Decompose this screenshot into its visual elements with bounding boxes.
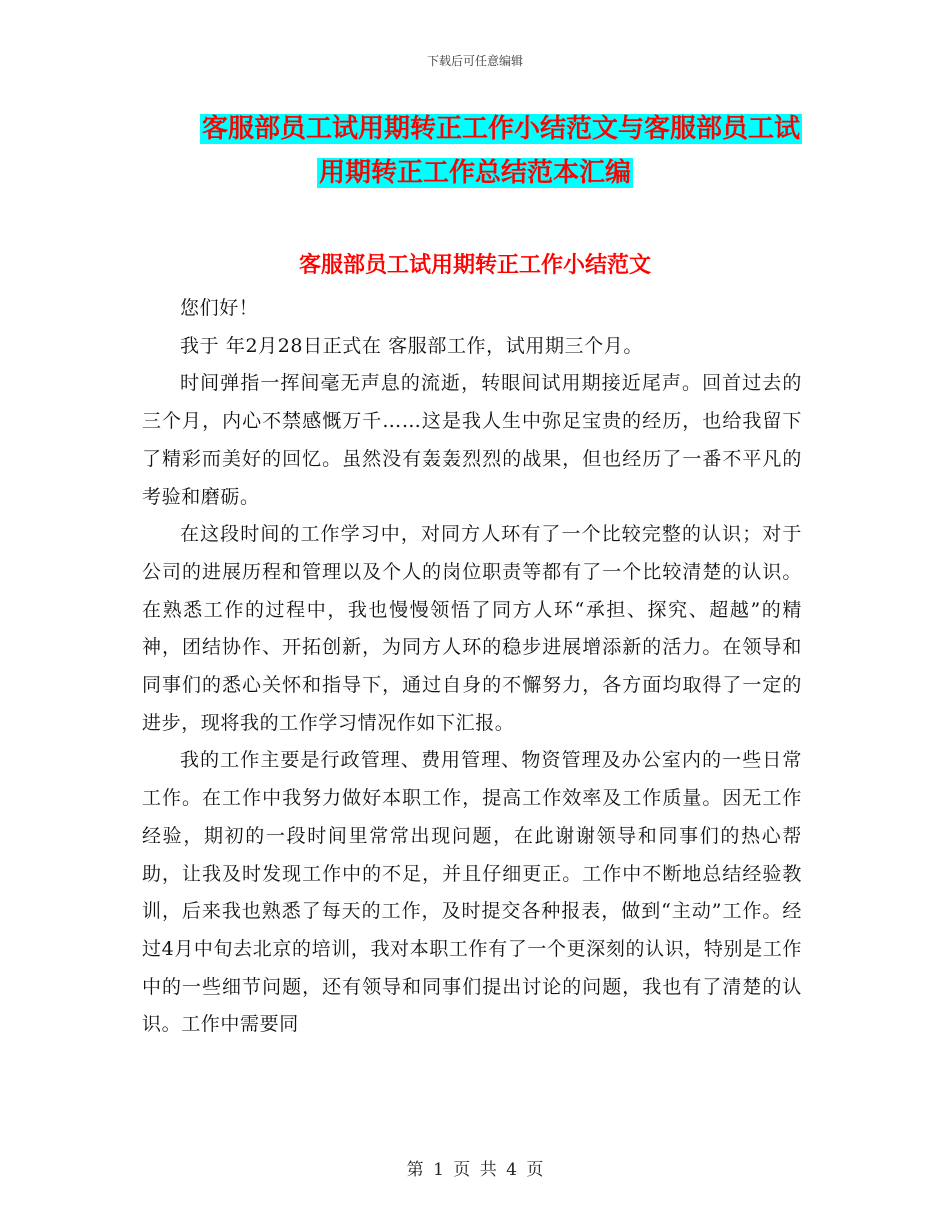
- body-paragraph: 在这段时间的工作学习中，对同方人环有了一个比较完整的认识；对于公司的进展历程和管理以及个人的岗位职责等都有了一个比较清楚的认识。在熟悉工作的过程中，我也慢慢领悟了同方人环“承担、探究、超越”的精神，团结协作、开拓创新，为同方人环的稳步进展增添新的活力。在领导和同事们的悉心关怀和指导下，通过自身的不懈努力，各方面均取得了一定的进步，现将我的工作学习情况作如下汇报。: [142, 523, 802, 734]
- body-paragraph: 时间弹指一挥间毫无声息的流逝，转眼间试用期接近尾声。回首过去的三个月，内心不禁感慨万千……这是我人生中弥足宝贵的经历，也给我留下了精彩而美好的回忆。虽然没有轰轰烈烈的战果，但也经历了一番不平凡的考验和磨砺。: [142, 372, 802, 508]
- document-title-line-1: [0, 111, 950, 147]
- greeting-paragraph: 您们好！: [180, 297, 259, 319]
- document-body: [142, 290, 802, 1044]
- body-paragraph: 我于 年2月28日正式在 客服部工作，试用期三个月。: [180, 334, 643, 357]
- section-title: 客服部员工试用期转正工作小结范文: [298, 252, 651, 278]
- document-title-line-2: [0, 155, 950, 191]
- document-title-line-2-text: 用期转正工作总结范本汇编: [318, 158, 631, 188]
- page-footer: 第 1 页 共 4 页: [406, 1160, 544, 1180]
- header-note: 下载后可任意编辑: [426, 54, 523, 68]
- body-paragraph: 我的工作主要是行政管理、费用管理、物资管理及办公室内的一些日常工作。在工作中我努力做好本职工作，提高工作效率及工作质量。因无工作经验，期初的一段时间里常常出现问题，在此谢谢领导和同事们的热心帮助，让我及时发现工作中的不足，并且仔细更正。工作中不断地总结经验教训，后来我也熟悉了每天的工作，及时提交各种报表，做到“主动”工作。经过4月中旬去北京的培训，我对本职工作有了一个更深刻的认识，特别是工作中的一些细节问题，还有领导和同事们提出讨论的问题，我也有了清楚的认识。工作中需要同: [142, 749, 802, 1036]
- document-title-line-1-text: 客服部员工试用期转正工作小结范文与客服部员工试: [201, 114, 800, 144]
